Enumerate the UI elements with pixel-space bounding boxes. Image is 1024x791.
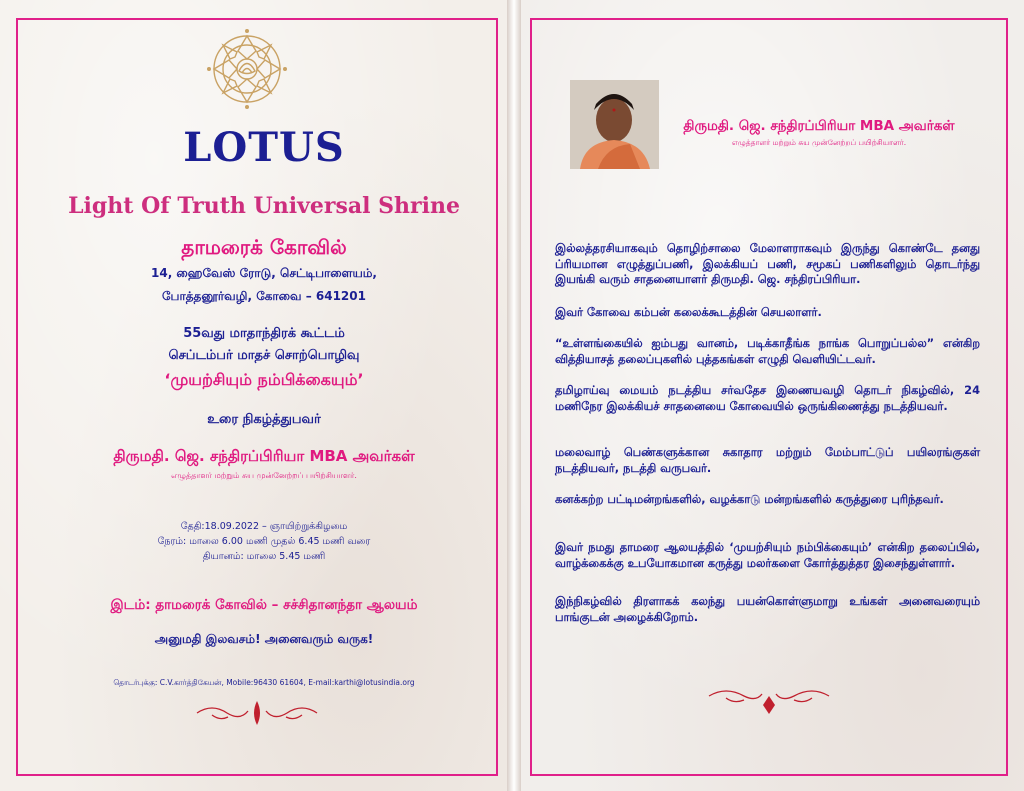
venue: இடம்: தாமரைக் கோவில் – சச்சிதானந்தா ஆலயம் [110, 597, 418, 613]
speaker-name: திருமதி. ஜெ. சந்திரப்பிரியா MBA அவர்கள் [113, 447, 415, 465]
temple-name: தாமரைக் கோவில் [181, 235, 347, 259]
contact-info: தொடர்புக்கு: C.V.கார்த்திகேயன், Mobile:96430 61604, E-mail:karthi@lotusindia.org [113, 678, 415, 687]
page-gutter [507, 0, 521, 791]
brand-subtitle: Light Of Truth Universal Shrine [68, 193, 460, 219]
meeting-number: 55வது மாதாந்திரக் கூட்டம் [183, 326, 345, 341]
speaker-description: எழுத்தாளர் மற்றும் சுய முன்னேற்றப் பயிற்சியாளர். [171, 471, 357, 480]
bio-paragraph: இல்லத்தரசியாகவும் தொழிற்சாலை மேலாளராகவும் இருந்து கொண்டே தனது ப்ரியமான எழுத்துப்பணி, இலக்கியப் பணி, சமூகப் பணிகளிலும் தொடர்ந்து இயங்கி வரும் சாதனையாளர் திருமதி. ஜெ. சந்திரப்பிரியா. [555, 241, 980, 287]
bio-paragraph: கனக்கற்ற பட்டிமன்றங்களில், வழக்காடு மன்றங்களில் கருத்துரை புரிந்தவர். [555, 492, 944, 506]
bio-paragraph: “உள்ளங்கையில் ஐம்பது வானம், படிக்காதீங்க நாங்க பொறுப்பல்ல” என்கிற வித்தியாசத் தலைப்புகளில் புத்தகங்கள் எழுதி வெளியிட்டவர். [555, 336, 980, 366]
bio-paragraph: இவர் நமது தாமரை ஆலயத்தில் ‘முயற்சியும் நம்பிக்கையும்’ என்கிற தலைப்பில், வாழ்க்கைக்கு உபயோகமான கருத்து மலர்களை கோர்த்துத்தர இசைந்துள்ளார். [555, 540, 980, 570]
speaker-label: உரை நிகழ்த்துபவர் [207, 412, 321, 427]
speaker-name-right: திருமதி. ஜெ. சந்திரப்பிரியா MBA அவர்கள் [683, 118, 955, 134]
flourish-ornament-icon [192, 699, 322, 727]
bio-paragraph: இவர் கோவை கம்பன் கலைக்கூடத்தின் செயலாளர். [555, 305, 822, 319]
lotus-emblem-icon [204, 26, 290, 112]
talk-theme: ‘முயற்சியும் நம்பிக்கையும்’ [164, 370, 364, 389]
bio-paragraph: தமிழாய்வு மையம் நடத்திய சர்வதேச இணையவழி தொடர் நிகழ்வில், 24 மணிநேர இலக்கியச் சாதனையை கோவையில் ஒருங்கிணைத்து நடத்தியவர். [555, 383, 980, 413]
entry-note: அனுமதி இலவசம்! அனைவரும் வருக! [154, 632, 374, 646]
speaker-description-right: எழுத்தாளர் மற்றும் சுய முன்னேற்றப் பயிற்சியாளர். [731, 138, 907, 147]
address-line-2: போத்தனூர்வழி, கோவை – 641201 [162, 289, 366, 303]
meeting-month: செப்டம்பர் மாதச் சொற்பொழிவு [168, 348, 360, 363]
brand-title: LOTUS [183, 124, 345, 171]
event-time: நேரம்: மாலை 6.00 மணி முதல் 6.45 மணி வரை [157, 536, 371, 547]
speaker-photo [570, 80, 659, 169]
address-line-1: 14, ஹைவேஸ் ரோடு, செட்டிபாளையம், [151, 266, 377, 280]
bio-paragraph: இந்நிகழ்வில் திரளாகக் கலந்து பயன்கொள்ளுமாறு உங்கள் அனைவரையும் பாங்குடன் அழைக்கிறோம். [555, 594, 980, 624]
event-date: தேதி:18.09.2022 – ஞாயிற்றுக்கிழமை [180, 521, 348, 532]
bio-paragraph: மலைவாழ் பெண்களுக்கான சுகாதார மற்றும் மேம்பாட்டுப் பயிலரங்குகள் நடத்தியவர், நடத்தி வருபவர். [555, 445, 980, 475]
meditation-time: தியானம்: மாலை 5.45 மணி [202, 551, 326, 562]
flourish-ornament-icon [704, 684, 834, 716]
